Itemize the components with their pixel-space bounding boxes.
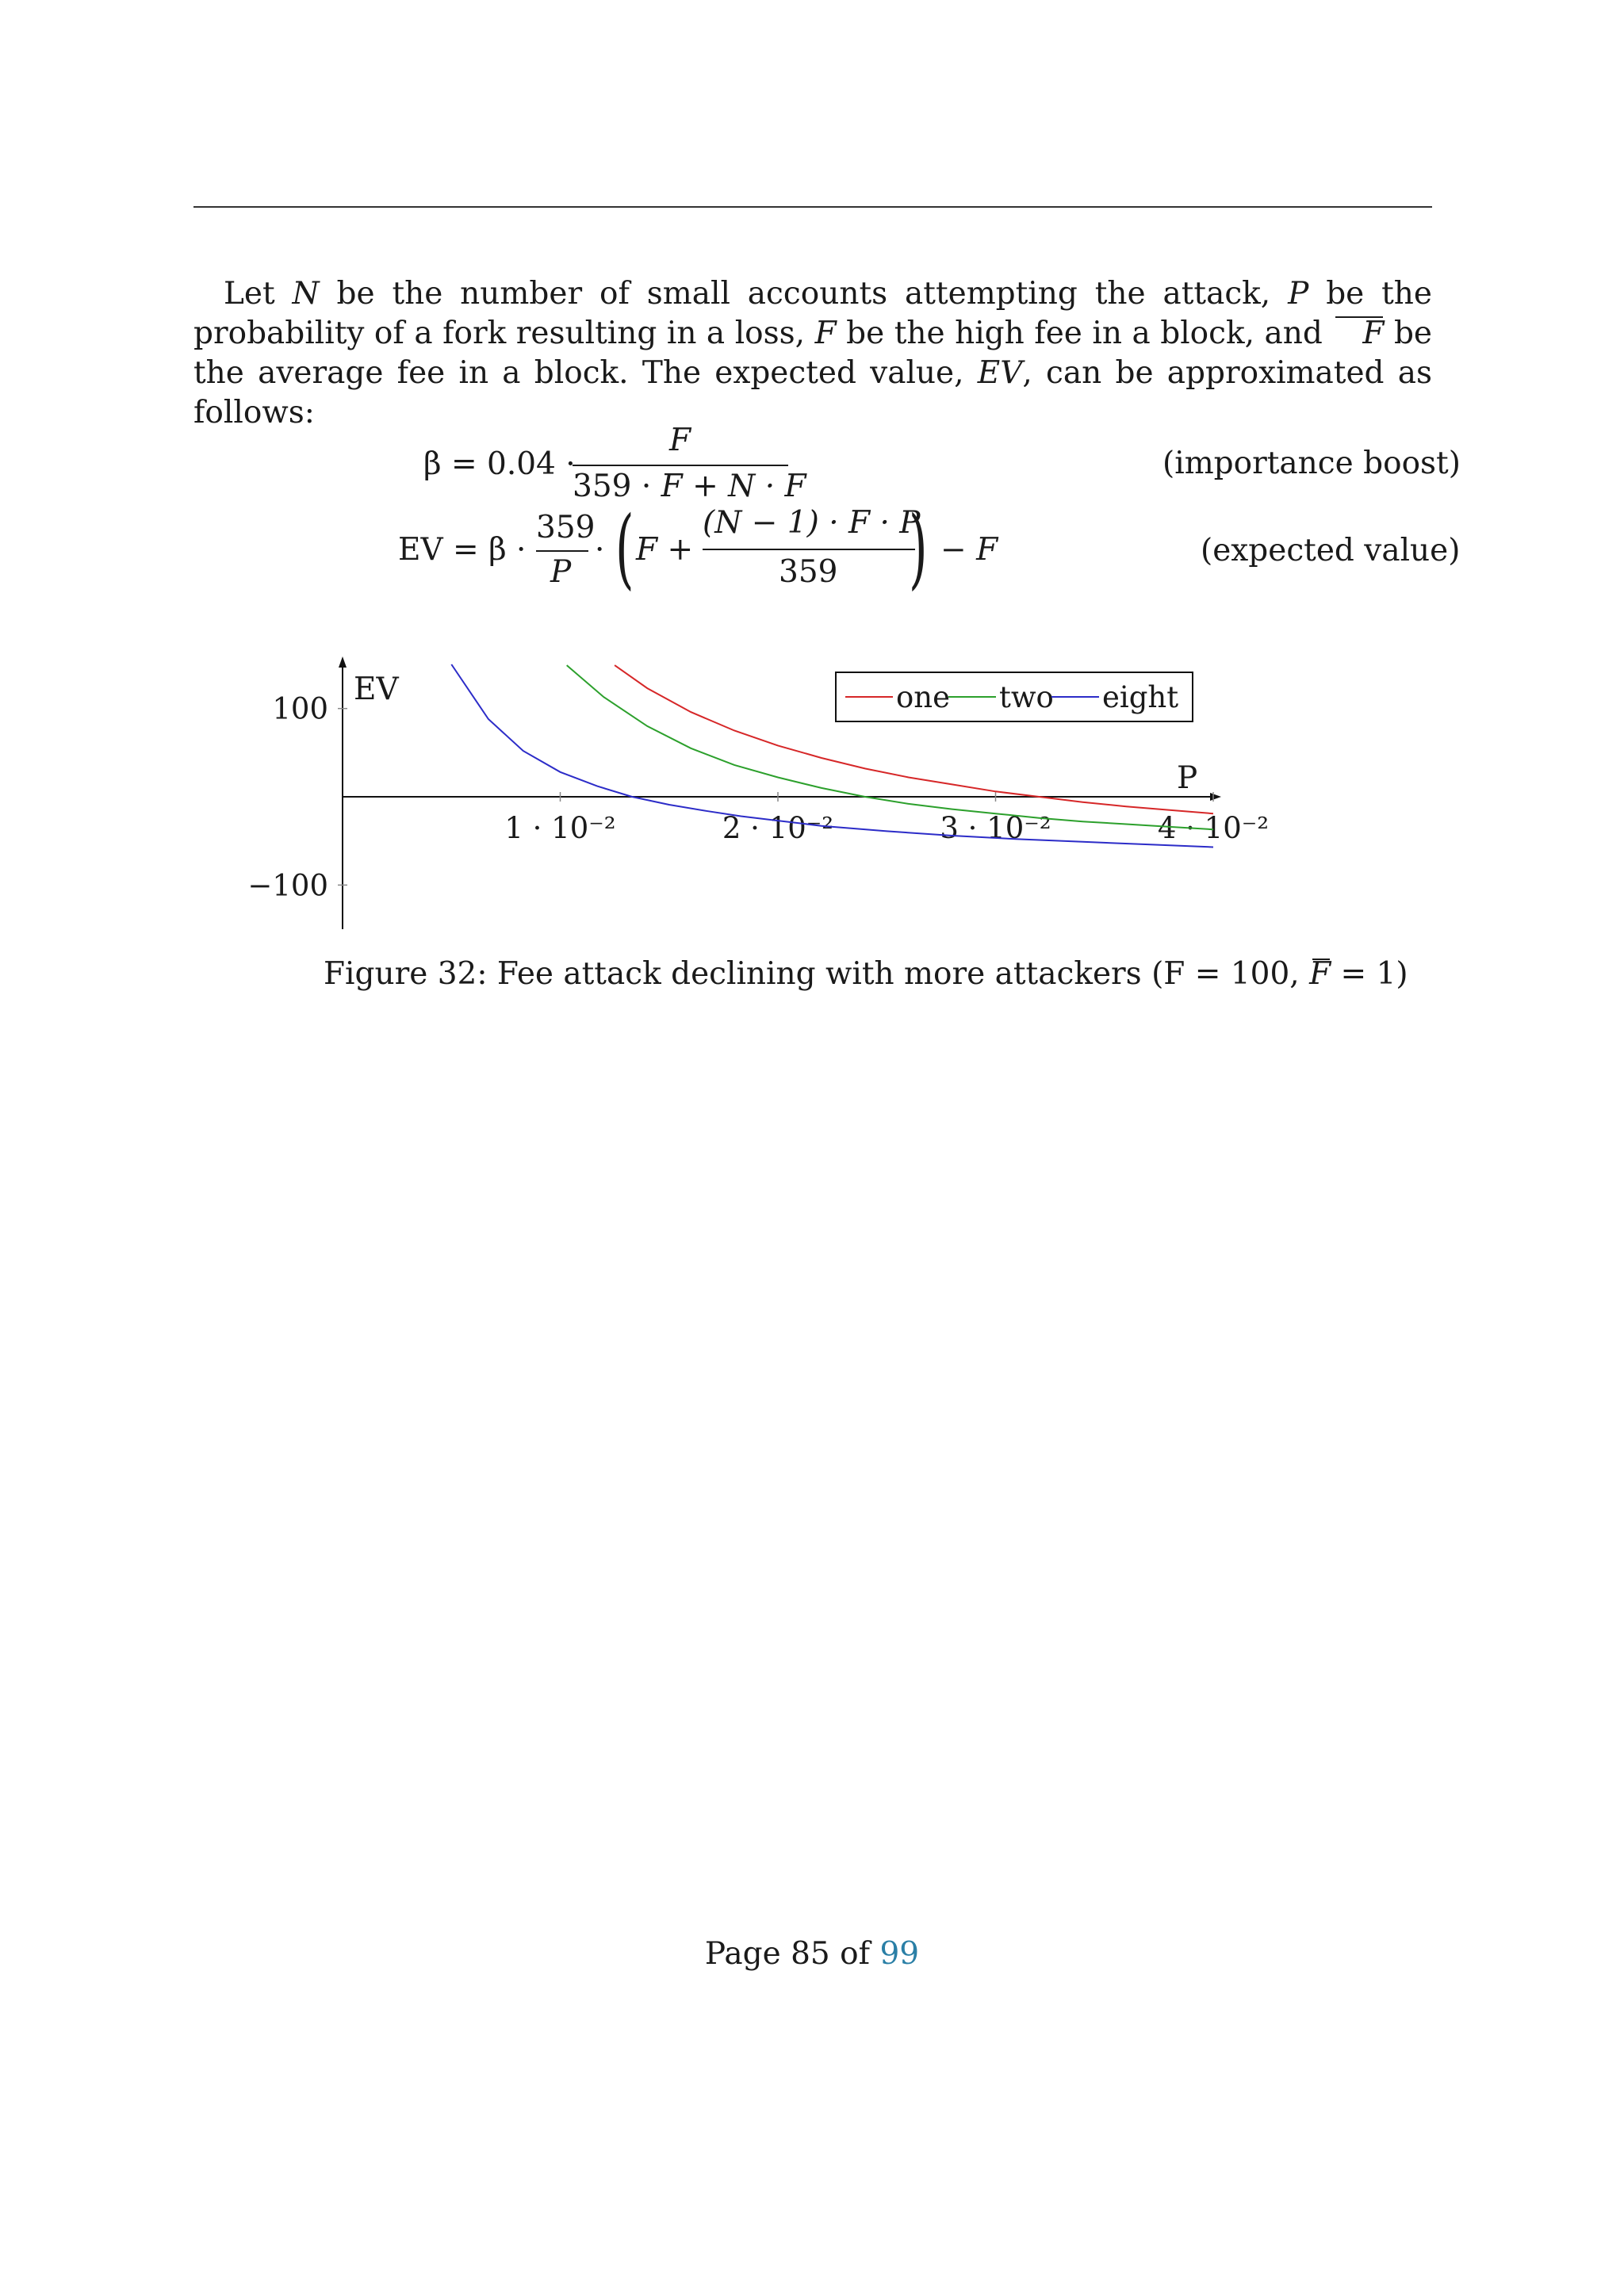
legend-label-eight: eight xyxy=(1102,680,1179,714)
var-ev: EV xyxy=(977,355,1023,391)
para-text: be the number of small accounts attempting the attack, xyxy=(319,276,1289,312)
y-tick-label: −100 xyxy=(247,868,328,903)
para-text: be the probability of a fork resulting in a loss, xyxy=(193,276,1432,351)
y-axis-label: EV xyxy=(354,672,399,707)
legend-label-two: two xyxy=(999,680,1054,714)
para-text: , can be approximated as follows: xyxy=(193,355,1433,430)
figure-caption: Figure 32: Fee attack declining with more attackers (F = 100, F = 1) xyxy=(324,956,1408,992)
var-f: F xyxy=(814,316,837,351)
page-number: Page 85 of 99 xyxy=(704,1936,920,1972)
legend-label-one: one xyxy=(896,680,951,714)
para-text: be the high fee in a block, and xyxy=(836,316,1333,351)
x-axis-label: P xyxy=(1177,760,1198,796)
eq1-tag: (importance boost) xyxy=(1162,446,1461,481)
y-tick-label: 100 xyxy=(272,691,328,726)
eq1-numerator: F xyxy=(669,423,691,458)
eq2-lhs: EV = β · xyxy=(398,532,527,568)
eq2-open-paren: ( xyxy=(615,497,634,599)
eq1-lhs: β = 0.04 · xyxy=(423,446,576,482)
x-tick-label: 4 · 10⁻² xyxy=(1157,811,1270,845)
para-text: Let xyxy=(224,276,293,312)
x-tick-label: 1 · 10⁻² xyxy=(504,811,616,845)
eq2-dot: · xyxy=(595,532,605,568)
x-tick-label: 3 · 10⁻² xyxy=(940,811,1051,845)
eq1-denominator: 359 · F + N · F xyxy=(573,469,806,504)
var-p: P xyxy=(1288,276,1309,312)
ev-chart xyxy=(0,0,1624,951)
eq2-tail: − F xyxy=(940,532,998,568)
x-tick-label: 2 · 10⁻² xyxy=(722,811,834,845)
x-axis-arrow xyxy=(1210,793,1221,801)
eq2-close-paren: ) xyxy=(909,497,928,599)
var-fbar: F xyxy=(1332,314,1384,354)
eq2-fbar-term: F + xyxy=(636,532,694,568)
para-text: be the average fee in a block. The expected value, xyxy=(193,316,1432,391)
var-n: N xyxy=(292,276,320,312)
eq2-tag: (expected value) xyxy=(1201,533,1461,568)
y-axis-arrow xyxy=(339,656,347,668)
eq2-fraction-main: (N − 1) · F · P 359 xyxy=(703,505,921,590)
total-pages-link[interactable]: 99 xyxy=(879,1936,920,1972)
chart-legend xyxy=(836,672,1193,721)
eq2-fraction-359-over-p: 359 P xyxy=(536,510,596,590)
